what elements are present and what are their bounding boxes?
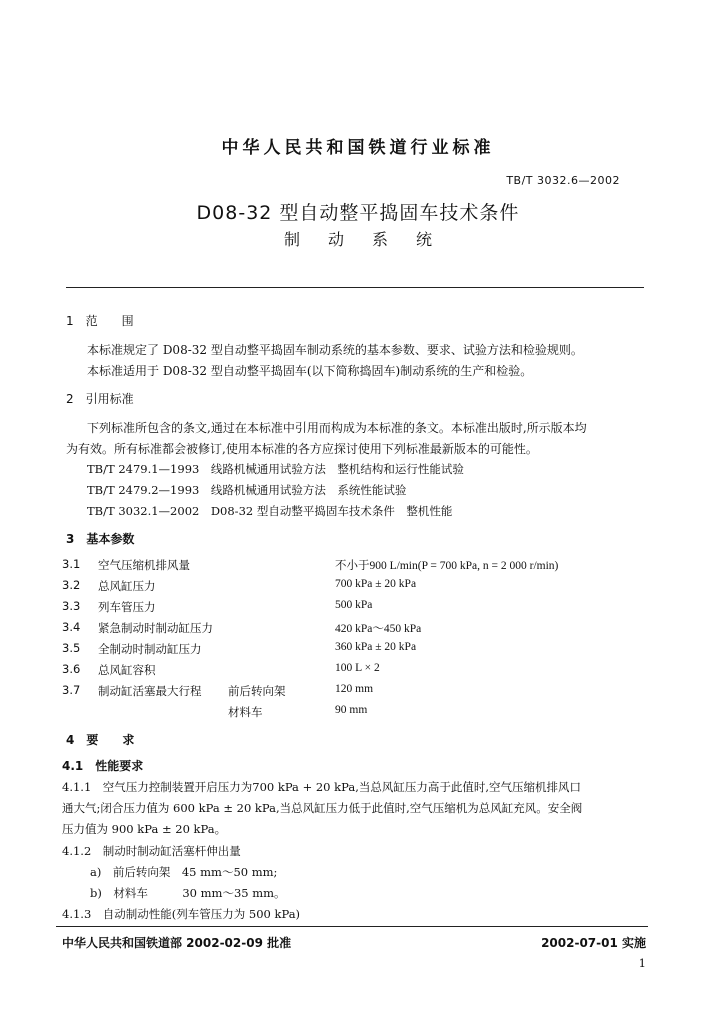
- param-number: 3.2: [62, 578, 81, 592]
- section-2-paragraph-line-2: 为有效。所有标准都会被修订,使用本标准的各方应探讨使用下列标准最新版本的可能性。: [66, 442, 538, 456]
- param-name: 列车管压力: [98, 600, 156, 614]
- param-name: 总风缸压力: [98, 579, 156, 593]
- document-subtitle: 制动系统: [283, 230, 460, 249]
- standard-number: TB/T 3032.6—2002: [506, 174, 620, 187]
- section-4-heading: 4 要 求: [66, 733, 135, 747]
- param-value: 420 kPa～450 kPa: [335, 623, 422, 635]
- clause-4-1-3: 4.1.3 自动制动性能(列车管压力为 500 kPa): [62, 907, 301, 921]
- param-value: 500 kPa: [335, 599, 373, 611]
- param-name: 总风缸容积: [98, 663, 156, 677]
- section-2-heading: 2 引用标准: [66, 392, 134, 406]
- section-1-heading: 1 范 围: [66, 314, 134, 328]
- reference-item: TB/T 3032.1—2002 D08-32 型自动整平捣固车技术条件 整机性能: [87, 504, 453, 518]
- clause-4-1-1-line-1: 4.1.1 空气压力控制装置开启压力为700 kPa + 20 kPa,当总风缸压力高于此值时,空气压缩机排风口: [62, 780, 582, 794]
- section-1-paragraph-2: 本标准适用于 D08-32 型自动整平捣固车(以下简称捣固车)制动系统的生产和检验。: [87, 364, 533, 378]
- header-divider: [66, 287, 644, 288]
- param-name: 空气压缩机排风量: [98, 558, 190, 572]
- param-value: 700 kPa ± 20 kPa: [335, 578, 417, 590]
- param-value: 120 mm: [335, 683, 374, 695]
- section-4-1-heading: 4.1 性能要求: [62, 759, 144, 773]
- issuing-body-header: 中华人民共和国铁道行业标准: [221, 138, 495, 158]
- param-number: 3.4: [62, 620, 81, 634]
- clause-4-1-2: 4.1.2 制动时制动缸活塞杆伸出量: [62, 844, 241, 858]
- clause-4-1-1-line-3: 压力值为 900 kPa ± 20 kPa。: [62, 822, 227, 836]
- param-value: 100 L × 2: [335, 662, 380, 674]
- document-title: D08-32 型自动整平捣固车技术条件: [196, 202, 520, 224]
- reference-item: TB/T 2479.1—1993 线路机械通用试验方法 整机结构和运行性能试验: [87, 462, 464, 476]
- clause-4-1-1-line-2: 通大气;闭合压力值为 600 kPa ± 20 kPa,当总风缸压力低于此值时,空气压缩机为总风缸充风。安全阀: [62, 801, 583, 815]
- param-name: 制动缸活塞最大行程: [98, 684, 202, 698]
- param-number: 3.3: [62, 599, 81, 613]
- section-1-paragraph-1: 本标准规定了 D08-32 型自动整平捣固车制动系统的基本参数、要求、试验方法和检验规则。: [87, 343, 583, 357]
- section-3-heading: 3 基本参数: [66, 532, 135, 546]
- param-value: 360 kPa ± 20 kPa: [335, 641, 417, 653]
- param-subitem: 前后转向架: [228, 684, 286, 698]
- param-number: 3.6: [62, 662, 81, 676]
- effective-date: 2002-07-01 实施: [541, 936, 646, 950]
- param-name: 紧急制动时制动缸压力: [98, 621, 213, 635]
- clause-4-1-2-item-a: a) 前后转向架 45 mm～50 mm;: [90, 865, 278, 879]
- section-2-paragraph-line-1: 下列标准所包含的条文,通过在本标准中引用而构成为本标准的条文。本标准出版时,所示版本均: [87, 421, 587, 435]
- param-value: 90 mm: [335, 704, 368, 716]
- issue-date: 中华人民共和国铁道部 2002-02-09 批准: [62, 936, 292, 950]
- param-number: 3.7: [62, 683, 81, 697]
- footer-divider: [56, 926, 648, 927]
- param-number: 3.1: [62, 557, 81, 571]
- param-name: 全制动时制动缸压力: [98, 642, 202, 656]
- param-subitem: 材料车: [228, 705, 263, 719]
- clause-4-1-2-item-b: b) 材料车 30 mm～35 mm。: [90, 886, 286, 900]
- page-number: 1: [638, 956, 646, 970]
- param-number: 3.5: [62, 641, 81, 655]
- reference-item: TB/T 2479.2—1993 线路机械通用试验方法 系统性能试验: [87, 483, 407, 497]
- param-value: 不小于900 L/min(P = 700 kPa, n = 2 000 r/min): [335, 560, 559, 572]
